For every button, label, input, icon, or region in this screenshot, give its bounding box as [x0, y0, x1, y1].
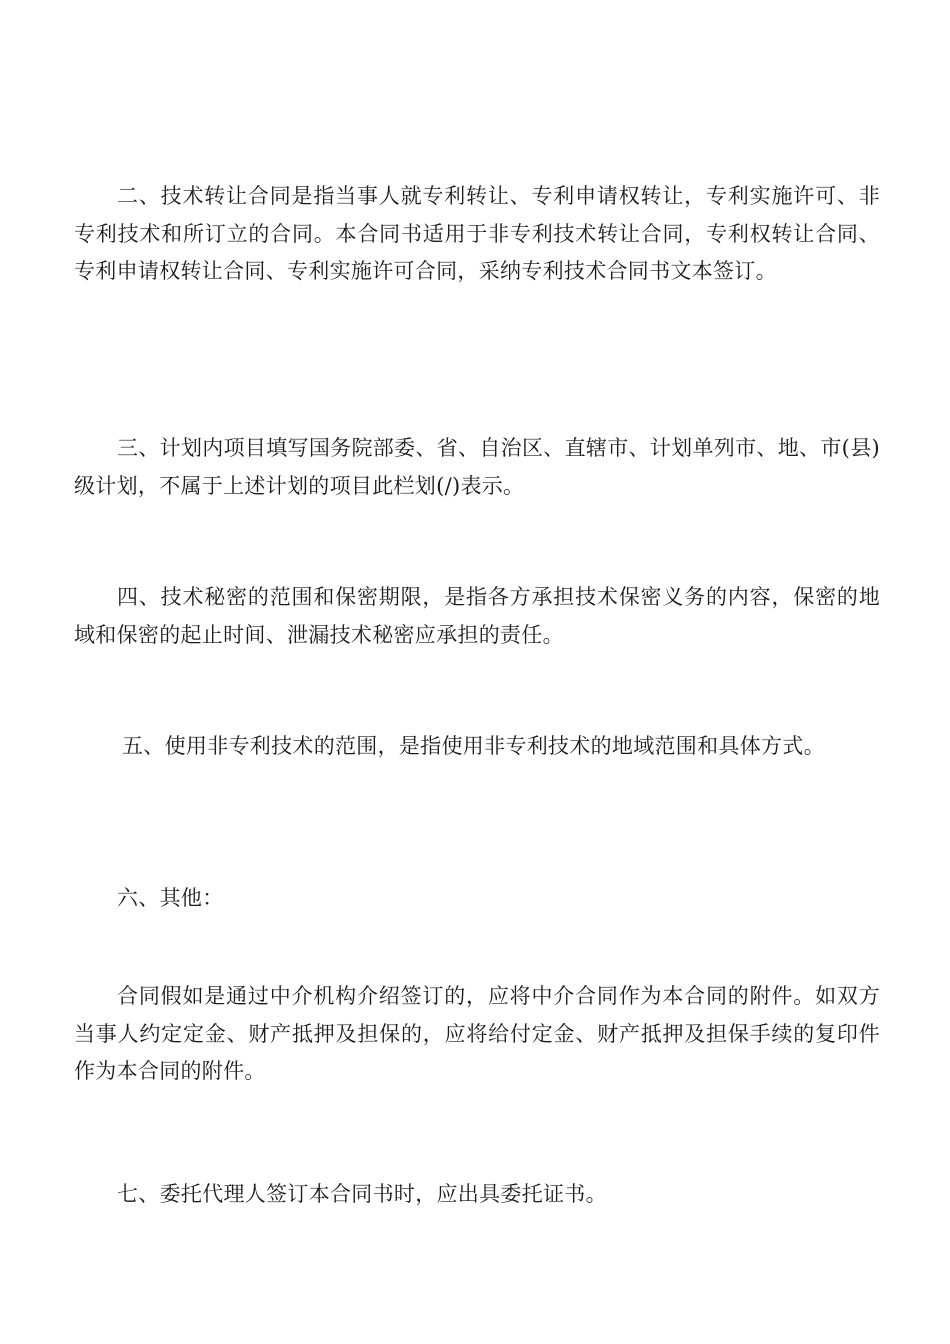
clause-5-paragraph: 五、使用非专利技术的范围，是指使用非专利技术的地域范围和具体方式。: [122, 734, 825, 758]
clause-6-heading: 六、其他：: [117, 886, 224, 910]
clause-6-body-paragraph: 合同假如是通过中介机构介绍签订的，应将中介合同作为本合同的附件。如双方当事人约定定金、财产抵押及担保的，应将给付定金、财产抵押及担保手续的复印件作为本合同的附件。: [74, 984, 880, 1083]
clause-7-paragraph: 七、委托代理人签订本合同书时，应出具委托证书。: [117, 1182, 607, 1206]
clause-4-paragraph: 四、技术秘密的范围和保密期限，是指各方承担技术保密义务的内容，保密的地域和保密的起止时间、泄漏技术秘密应承担的责任。: [74, 585, 880, 647]
clause-2-paragraph: 二、技术转让合同是指当事人就专利转让、专利申请权转让，专利实施许可、非专利技术和所订立的合同。本合同书适用于非专利技术转让合同，专利权转让合同、专利申请权转让合同、专利实施许可合同，采纳专利技术合同书文本签订。: [74, 184, 880, 283]
clause-3-paragraph: 三、计划内项目填写国务院部委、省、自治区、直辖市、计划单列市、地、市(县)级计划，不属于上述计划的项目此栏划(/)表示。: [74, 436, 880, 498]
